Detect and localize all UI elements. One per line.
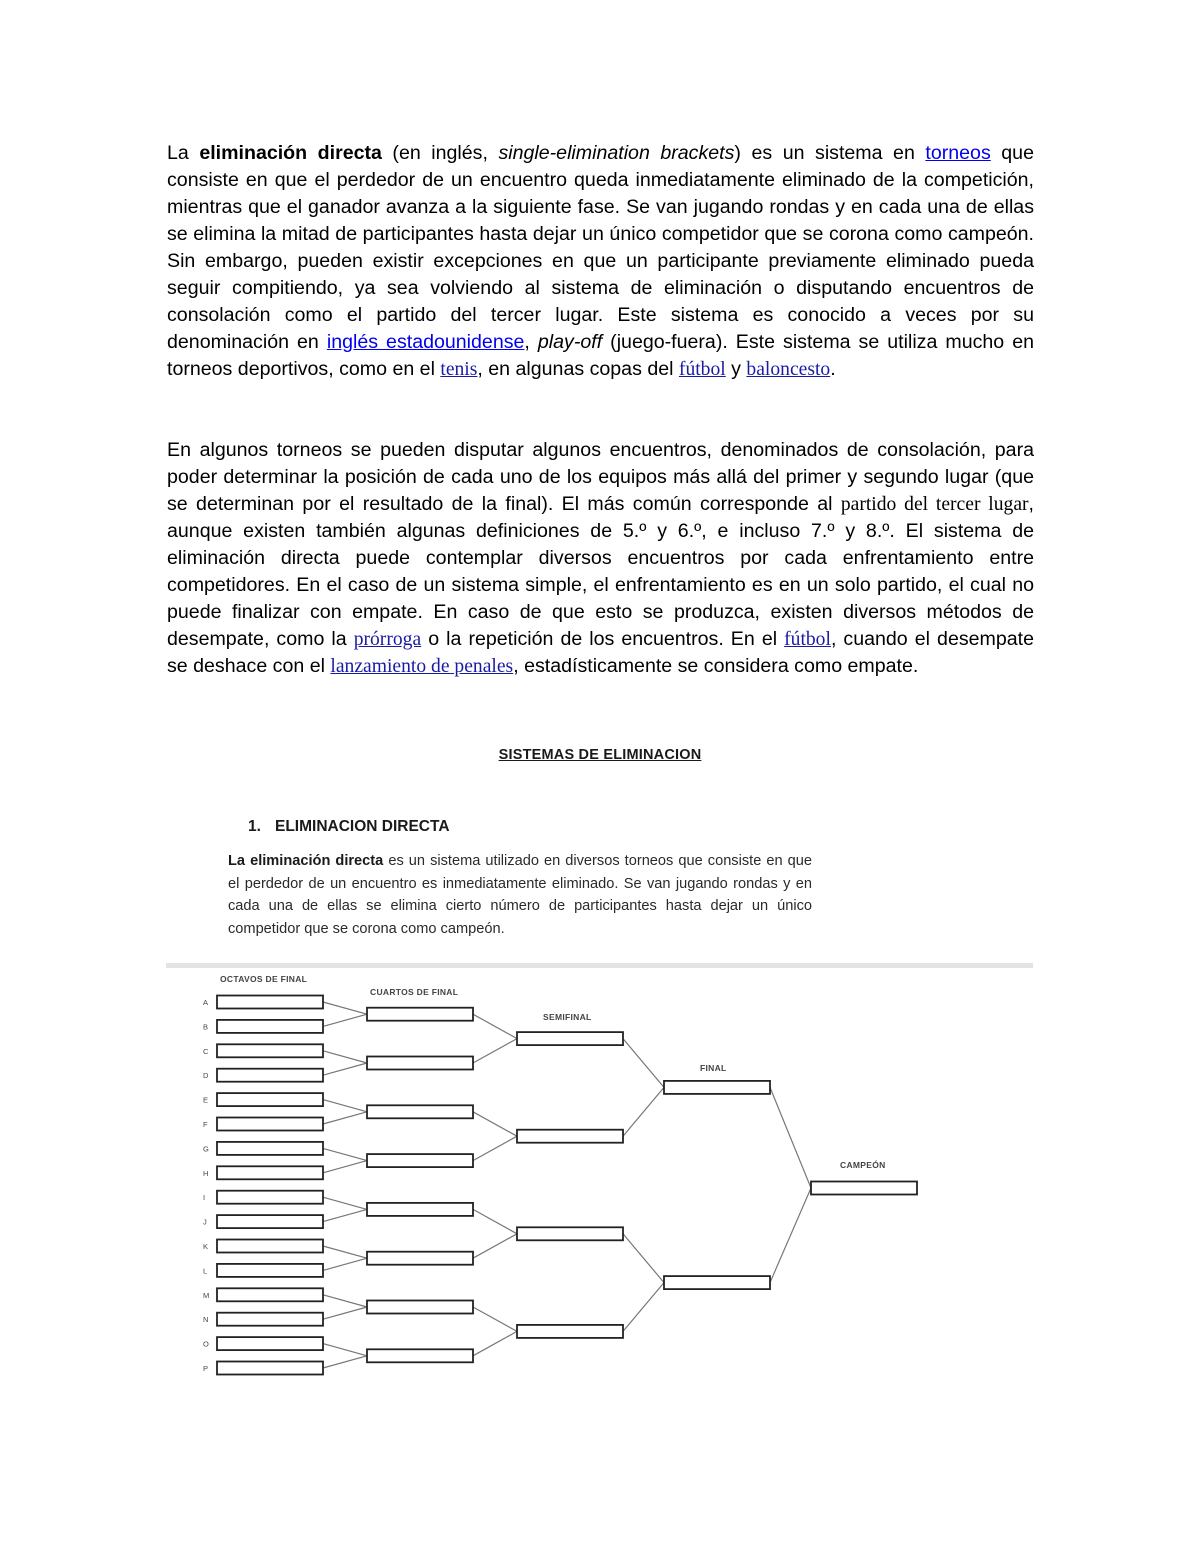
bracket-slot xyxy=(367,1349,473,1362)
bracket-connector xyxy=(473,1112,517,1136)
seed-label: N xyxy=(203,1315,209,1325)
bracket-connector xyxy=(770,1188,811,1283)
seed-label: L xyxy=(203,1266,208,1276)
bracket-slot xyxy=(811,1182,917,1195)
bracket-connector xyxy=(323,1014,367,1026)
bracket-connector xyxy=(473,1209,517,1233)
link-baloncesto[interactable]: baloncesto xyxy=(746,359,831,380)
bracket-connector xyxy=(473,1014,517,1038)
round-label: OCTAVOS DE FINAL xyxy=(220,974,308,984)
link-ingles-estadounidense[interactable]: inglés estadounidense xyxy=(326,331,525,353)
bracket-slot xyxy=(217,1313,323,1326)
bracket-connector xyxy=(323,1307,367,1319)
seed-label: E xyxy=(203,1095,209,1105)
seed-label: H xyxy=(203,1168,209,1178)
bracket-slot xyxy=(367,1154,473,1167)
bracket-slot xyxy=(217,1337,323,1350)
bracket-slot xyxy=(367,1252,473,1265)
bracket-connector xyxy=(323,1295,367,1307)
term-eliminacion-directa: eliminación directa xyxy=(199,142,382,164)
bracket-slot xyxy=(217,1288,323,1301)
bracket-connector xyxy=(473,1307,517,1331)
bracket-connector xyxy=(323,1209,367,1221)
bracket-connector xyxy=(473,1234,517,1258)
text-run: y xyxy=(725,358,747,380)
section-number: 1. xyxy=(248,818,261,835)
round-label: SEMIFINAL xyxy=(543,1012,592,1022)
link-lanzamiento-de-penales[interactable]: lanzamiento de penales xyxy=(330,656,514,677)
text-run: (en inglés, xyxy=(381,142,499,164)
link-futbol[interactable]: fútbol xyxy=(678,359,726,380)
bracket-slot xyxy=(217,1264,323,1277)
bracket-slot xyxy=(367,1008,473,1021)
bracket-slot xyxy=(217,1093,323,1106)
link-futbol-2[interactable]: fútbol xyxy=(784,629,831,650)
seed-label: D xyxy=(203,1071,209,1081)
text-run: o la repetición de los encuentros. En el xyxy=(421,628,785,650)
bracket-connector xyxy=(323,1246,367,1258)
bracket-slot xyxy=(217,1118,323,1131)
bracket-slot xyxy=(217,1020,323,1033)
seed-label: A xyxy=(203,998,209,1007)
seed-label: I xyxy=(203,1193,206,1203)
seed-label: M xyxy=(203,1290,210,1300)
bracket-slot xyxy=(217,996,323,1009)
text-run: , en algunas copas del xyxy=(477,358,679,380)
bracket-slot xyxy=(517,1130,623,1143)
bracket-connector xyxy=(323,1063,367,1075)
seed-label: G xyxy=(203,1144,209,1154)
bracket-connector xyxy=(623,1039,664,1088)
bracket-slot xyxy=(217,1240,323,1253)
text-run: , estadísticamente se considera como empate. xyxy=(513,655,919,677)
bracket-slot xyxy=(217,1362,323,1375)
round-label: CAMPEÓN xyxy=(840,1160,886,1170)
link-torneos[interactable]: torneos xyxy=(925,142,991,164)
bracket-connector xyxy=(623,1234,664,1283)
term-play-off: play-off xyxy=(537,331,603,353)
seed-label: J xyxy=(203,1217,207,1227)
bracket-connector xyxy=(323,1100,367,1112)
text-run: La xyxy=(167,142,200,164)
text-run: (juego-fuera). Este sistema se utiliza mucho en torneos deportivos, como en el xyxy=(167,331,1035,380)
bracket-slot xyxy=(217,1044,323,1057)
round-label: FINAL xyxy=(700,1063,727,1073)
bracket-slot xyxy=(367,1057,473,1070)
section-paragraph-text: es un sistema utilizado en diversos torneos que consiste en que el perdedor de un encuentro es inmediatamente eliminado. Se van jugando rondas y en cada una de ellas se elimina cierto número de participantes hasta dejar un único competidor que se corona como campeón. xyxy=(228,853,812,937)
text-run: ) es un sistema en xyxy=(734,142,926,164)
bracket-slot xyxy=(367,1105,473,1118)
bracket-slot xyxy=(517,1227,623,1240)
bracket-connector xyxy=(323,1002,367,1014)
bracket-slot xyxy=(517,1325,623,1338)
text-run: En algunos torneos se pueden disputar algunos encuentros, denominados de consolación, para poder determinar la posición de cada uno de los equipos más allá del primer y segundo lugar (que se determinan por el resultado de la final). El más común corresponde al xyxy=(167,439,1034,515)
round-label: CUARTOS DE FINAL xyxy=(370,987,459,997)
bracket-slot xyxy=(217,1069,323,1082)
text-run: que consiste en que el perdedor de un encuentro queda inmediatamente eliminado de la competición, mientras que el ganador avanza a la siguiente fase. Se van jugando rondas y en cada una de ellas se elimina la mitad de participantes hasta dejar un único competidor que se corona como campeón. Sin embargo, pueden existir excepciones en que un participante previamente eliminado pueda seguir compitiendo, ya sea volviendo al sistema de eliminación o disputando encuentros de consolación como el partido del tercer lugar. Este sistema es conocido a veces por su denominación en xyxy=(167,142,1034,353)
bracket-connector xyxy=(323,1258,367,1270)
bracket-slot xyxy=(217,1191,323,1204)
seed-label: P xyxy=(203,1364,209,1373)
bracket-slot xyxy=(517,1032,623,1045)
bracket-connector xyxy=(323,1051,367,1063)
seed-label: O xyxy=(203,1339,209,1349)
bracket-slot xyxy=(217,1142,323,1155)
bracket-slot xyxy=(664,1081,770,1094)
seed-label: F xyxy=(203,1120,208,1129)
section-paragraph-bold: La eliminación directa xyxy=(228,853,384,869)
bracket-connector xyxy=(473,1039,517,1063)
bracket-slot xyxy=(367,1301,473,1314)
bracket-connector xyxy=(770,1087,811,1188)
term-english: single-elimination brackets xyxy=(498,142,735,164)
bracket-connector xyxy=(323,1161,367,1173)
bracket-slot xyxy=(217,1166,323,1179)
link-tenis[interactable]: tenis xyxy=(440,359,478,380)
bracket-slot xyxy=(367,1203,473,1216)
text-run: , aunque existen también algunas definiciones de 5.º y 6.º, e incluso 7.º y 8.º. El sistema de eliminación directa puede contemplar diversos encuentros por cada enfrentamiento entre competidores. En el caso de un sistema simple, el enfrentamiento es en un solo partido, el cual no puede finalizar con empate. En caso de que esto se produzca, existen diversos métodos de desempate, como la xyxy=(167,493,1034,650)
bracket-connector xyxy=(323,1148,367,1160)
bracket-slot xyxy=(664,1276,770,1289)
section-heading-text: ELIMINACION DIRECTA xyxy=(275,818,450,835)
bracket-connector xyxy=(473,1331,517,1355)
text-run: , xyxy=(524,331,538,353)
seed-label: K xyxy=(203,1242,209,1251)
link-prorroga[interactable]: prórroga xyxy=(353,629,422,650)
bracket-connector xyxy=(623,1087,664,1136)
image-title: SISTEMAS DE ELIMINACION xyxy=(498,747,702,763)
text-run: , cuando el desempate se deshace con el xyxy=(167,628,1034,677)
bracket-connector xyxy=(473,1136,517,1160)
bracket-connector xyxy=(323,1356,367,1368)
term-tercer-lugar: partido del tercer lugar xyxy=(840,494,1029,515)
bracket-connector xyxy=(323,1197,367,1209)
bracket-connector xyxy=(323,1344,367,1356)
seed-label: C xyxy=(203,1046,209,1056)
text-run: . xyxy=(830,358,836,380)
seed-label: B xyxy=(203,1022,209,1032)
bracket-connector xyxy=(623,1283,664,1332)
bracket-connector xyxy=(323,1112,367,1124)
bracket-slot xyxy=(217,1215,323,1228)
